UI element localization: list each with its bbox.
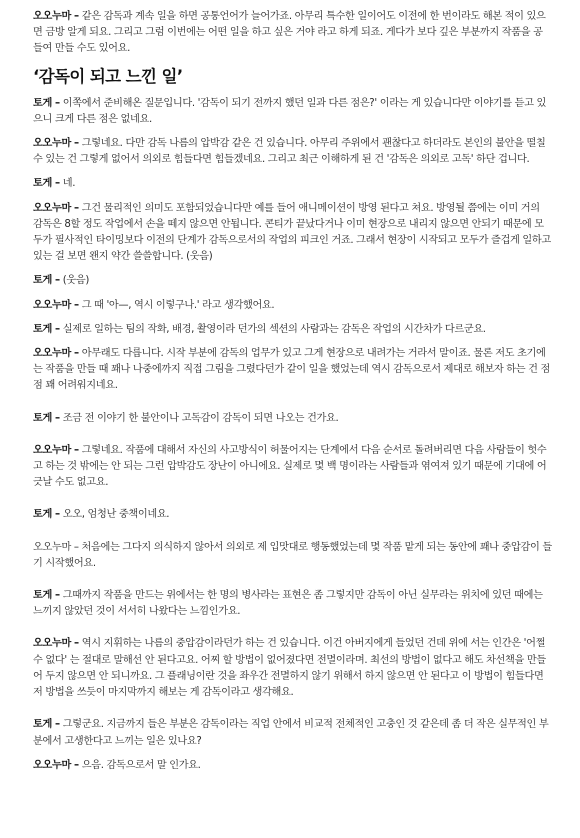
speaker-dash: –	[73, 202, 79, 214]
section-heading: ‘감독이 되고 느낀 일’	[33, 66, 183, 86]
dialogue-paragraph	[33, 507, 552, 523]
speaker-name: 토게	[33, 590, 52, 602]
speaker-name: 토게	[33, 178, 52, 190]
speaker-name: 토게	[33, 412, 52, 424]
speaker-dash: –	[54, 97, 60, 109]
dialogue-text: 그건 물리적인 의미도 포함되었습니다만 예를 들어 애니메이션이 방영 된다고 쳐요. 방영될 쯤에는 이미 거의 감독은 8할 정도 작업에서 손을 떼지 않으면 안됩니다. 콘티가 끝났다거나 이미 현장으로 내리지 않으면 안되기 때문에 모두가 필사적인 타이밍보다 이전의 단계가 감독으로서의 작업의 피크인 거죠. 그래서 현장이 시작되고 모두가 즐겁게 일하고 있는 걸 보면 왠지 약간 쓸쓸합니다. (웃음)	[33, 202, 551, 263]
dialogue-text: 그 때 '아—, 역시 이렇구나.' 라고 생각했어요.	[81, 299, 275, 311]
dialogue-text: 그렇군요. 지금까지 들은 부분은 감독이라는 직업 안에서 비교적 전체적인 고충인 것 같은데 좀 더 작은 실무적인 부분에서 고생한다고 느끼는 일은 있나요?	[33, 719, 549, 747]
dialogue-paragraph	[33, 636, 552, 701]
speaker-name: 오오누마	[33, 299, 71, 311]
speaker-dash: –	[54, 590, 60, 602]
dialogue-text: 오오누마 – 처음에는 그다지 의식하지 않아서 의외로 제 입맛대로 행동했었는데 몇 작품 맡게 되는 동안에 꽤나 중압감이 들기 시작했어요.	[33, 541, 552, 569]
dialogue-text: 조금 전 이야기 한 불안이나 고독감이 감독이 되면 나오는 건가요.	[62, 412, 339, 424]
speaker-name: 토게	[33, 275, 52, 287]
dialogue-text: 그렇네요. 작품에 대해서 자신의 사고방식이 허물어지는 단계에서 다음 순서로 돌려버리면 다음 사람들이 헛수고 하는 것 밖에는 안 되는 그런 압박감도 장난이 아니에요. 실제로 몇 백 명이라는 사람들과 엮여져 있기 때문에 기대에 어긋날 수도 없고요.	[33, 444, 547, 489]
dialogue-paragraph	[33, 273, 552, 289]
speaker-dash: –	[54, 323, 60, 335]
dialogue-text: 오오, 엄청난 중책이네요.	[62, 509, 170, 521]
dialogue-paragraph	[33, 717, 552, 749]
speaker-dash: –	[73, 444, 79, 456]
dialogue-text: 이쪽에서 준비해온 질문입니다. '감독이 되기 전까지 했던 일과 다른 점은?' 이라는 게 있습니다만 이야기를 듣고 있으니 크게 다른 점은 없네요.	[33, 97, 547, 125]
speaker-name: 오오누마	[33, 348, 71, 360]
dialogue-paragraph	[33, 9, 552, 58]
speaker-dash: –	[73, 638, 79, 650]
dialogue-paragraph	[33, 758, 552, 774]
dialogue-paragraph	[33, 322, 552, 338]
dialogue-text: 아무래도 다릅니다. 시작 부분에 감독의 업무가 있고 그게 현장으로 내려가는 거라서 말이죠. 물론 저도 초기에는 작품을 만들 때 꽤나 나중에까지 직접 그림을 그렸다던가 같이 일을 했었는데 역시 감독으로서 제대로 해보자 하는 건 점점 꽤 어려워지네요.	[33, 348, 551, 392]
speaker-dash: –	[54, 719, 60, 731]
dialogue-text: 네.	[62, 178, 76, 190]
dialogue-paragraph	[33, 411, 552, 427]
speaker-dash: –	[73, 348, 79, 360]
speaker-name: 토게	[33, 97, 52, 109]
speaker-name: 오오누마	[33, 202, 71, 214]
dialogue-paragraph	[33, 540, 552, 572]
speaker-dash: –	[73, 299, 79, 311]
dialogue-text: 실제로 일하는 팀의 작화, 배경, 촬영이라 던가의 섹션의 사람과는 감독은 작업의 시간차가 다르군요.	[62, 323, 486, 335]
dialogue-text: 그때까지 작품을 만드는 위에서는 한 명의 병사라는 표현은 좀 그렇지만 감독이 아닌 실무라는 위치에 있던 때에는 느끼지 않았던 것이 서서히 나왔다는 느낌인가요.	[33, 590, 543, 618]
speaker-dash: –	[73, 11, 79, 22]
speaker-name: 오오누마	[33, 759, 71, 771]
dialogue-text: (웃음)	[62, 275, 89, 287]
speaker-name: 토게	[33, 719, 52, 731]
dialogue-paragraph	[33, 201, 552, 266]
speaker-dash: –	[54, 178, 60, 190]
dialogue-paragraph	[33, 136, 552, 168]
dialogue-paragraph	[33, 176, 552, 192]
speaker-dash: –	[54, 509, 60, 521]
dialogue-text: 으음. 감독으로서 말 인가요.	[81, 759, 201, 771]
speaker-name: 토게	[33, 323, 52, 335]
dialogue-paragraph	[33, 96, 552, 128]
dialogue-text: 역시 지휘하는 나름의 중압감이라던가 하는 건 있습니다. 이건 아버지에게 들었던 건데 위에 서는 인간은 '어쩔 수 없다' 는 절대로 말해선 안 된다고요. 어찌 할 방법이 없어졌다면 전멸이라며. 최선의 방법이 없다고 해도 차선책을 만들어 두지 않으면 안 되니까요. 그 플래닝이란 것을 좌우간 전멸하지 않기 위해서 하지 않으면 안 된다고 이 방법이 힘들다면 저 방법을 쓰듯이 마지막까지 해보는 게 감독이라고 생각해요.	[33, 638, 546, 699]
speaker-dash: –	[54, 412, 60, 424]
dialogue-text: 같은 감독과 계속 일을 하면 공통언어가 늘어가죠. 아무리 특수한 일이어도 이전에 한 번이라도 해본 적이 있으면 금방 알게 되요. 그리고 그럼 이번에는 어떤 일을 하고 싶은 거야 라고 하게 되죠. 게다가 보다 깊은 부분까지 작품을 공들여 만들 수도 있어요.	[33, 11, 546, 55]
speaker-name: 오오누마	[33, 444, 71, 456]
dialogue-paragraph	[33, 298, 552, 314]
dialogue-paragraph	[33, 588, 552, 620]
speaker-name: 토게	[33, 509, 52, 521]
speaker-name: 오오누마	[33, 638, 71, 650]
dialogue-paragraph	[33, 346, 552, 395]
speaker-name: 오오누마	[33, 138, 71, 150]
speaker-dash: –	[54, 275, 60, 287]
dialogue-paragraph	[33, 443, 552, 492]
speaker-dash: –	[73, 759, 79, 771]
speaker-name: 오오누마	[33, 11, 71, 22]
dialogue-text: 그렇네요. 다만 감독 나름의 압박감 같은 건 있습니다. 아무리 주위에서 괜찮다고 하더라도 본인의 불안을 떨칠 수 있는 건 그렇게 없어서 의외로 힘들다면 힘들겠네요. 그리고 최근 이해하게 된 건 '감독은 의외로 고독' 하단 겁니다.	[33, 138, 546, 166]
speaker-dash: –	[73, 138, 79, 150]
